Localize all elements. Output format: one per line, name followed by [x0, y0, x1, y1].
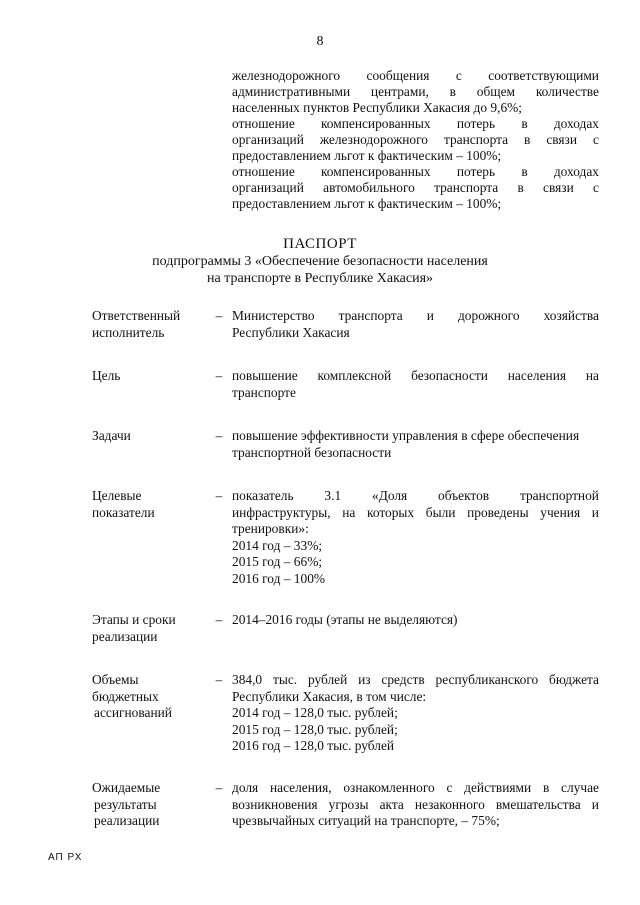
- row-dash: –: [215, 428, 223, 443]
- word: были: [425, 504, 456, 520]
- word: из: [358, 672, 371, 687]
- intro-text-block: [232, 68, 599, 212]
- value-line: 2016 год – 100%: [232, 570, 326, 586]
- label-line: Ответственный: [92, 308, 181, 323]
- word: повышение: [232, 368, 298, 383]
- word: акта: [379, 796, 404, 812]
- row-label: [92, 612, 202, 645]
- word: дорожного: [457, 308, 520, 323]
- value-line: [232, 488, 599, 505]
- word: на: [342, 504, 356, 520]
- value-line: Республики Хакасия, в том числе:: [232, 688, 427, 704]
- intro-line: предоставлением льгот к фактическим – 100%;: [232, 148, 502, 163]
- word: учения: [540, 504, 581, 520]
- word: рублей: [307, 672, 348, 687]
- label-line: показатели: [92, 504, 155, 520]
- word: автомобильного: [323, 180, 415, 195]
- label-line: Цель: [92, 368, 121, 383]
- word: доходах: [553, 164, 599, 179]
- value-line: транспорте: [232, 384, 296, 400]
- word: действиями: [464, 780, 532, 795]
- intro-line: [232, 132, 599, 148]
- word: административными: [232, 84, 351, 99]
- word: и: [591, 796, 599, 812]
- row-value: [232, 612, 599, 629]
- label-line: реализации: [92, 628, 158, 644]
- word: потерь: [456, 164, 496, 179]
- word: в: [524, 132, 531, 147]
- word: организаций: [232, 180, 304, 195]
- word: компенсированных: [320, 116, 431, 131]
- word: возникновения: [232, 796, 318, 812]
- value-line: [232, 672, 599, 689]
- word: транспорта: [338, 308, 403, 323]
- value-line: 2015 год – 66%;: [232, 554, 323, 569]
- word: показатель: [232, 488, 294, 503]
- row-dash: –: [215, 780, 223, 795]
- word: с: [593, 180, 599, 195]
- passport-subtitle: подпрограммы 3 «Обеспечение безопасности населения: [152, 254, 488, 269]
- value-line: чрезвычайных ситуаций на транспорте, – 75%;: [232, 813, 500, 828]
- label-line: исполнитель: [92, 324, 165, 340]
- word: республиканского: [435, 672, 539, 687]
- word: проведены: [467, 504, 529, 520]
- row-value: [232, 308, 599, 341]
- row-label: [92, 368, 202, 385]
- word: тыс.: [272, 672, 298, 687]
- row-value: [232, 780, 599, 830]
- value-line: 2014–2016 годы (этапы не выделяются): [232, 612, 458, 627]
- value-line: [232, 368, 599, 385]
- row-dash: –: [215, 672, 223, 687]
- intro-line: [232, 84, 599, 100]
- word: транспорта: [434, 180, 499, 195]
- label-line: реализации: [94, 813, 160, 828]
- word: 3.1: [324, 488, 342, 503]
- word: незаконного: [414, 796, 485, 812]
- word: средств: [381, 672, 425, 687]
- value-line: 2015 год – 128,0 тыс. рублей;: [232, 721, 398, 737]
- word: «Доля: [372, 488, 408, 503]
- intro-line: населенных пунктов Республики Хакасия до 9,6%;: [232, 100, 523, 115]
- value-line: [232, 797, 599, 814]
- word: транспорта: [443, 132, 509, 147]
- word: связи: [543, 180, 574, 195]
- word: хозяйства: [543, 308, 599, 323]
- word: в: [542, 780, 550, 795]
- word: Министерство: [232, 308, 315, 323]
- value-line: [232, 308, 599, 325]
- value-line: 2014 год – 33%;: [232, 537, 323, 553]
- value-line: транспортной безопасности: [232, 444, 392, 460]
- word: железнодорожного: [319, 132, 428, 147]
- word: организаций: [232, 132, 304, 147]
- row-dash: –: [215, 368, 223, 383]
- word: с: [455, 68, 462, 83]
- word: на: [585, 368, 599, 383]
- passport-subtitle: на транспорте в Республике Хакасия»: [206, 271, 434, 286]
- word: компенсированных: [320, 164, 431, 179]
- word: сообщения: [366, 68, 430, 83]
- intro-line: [232, 116, 599, 132]
- footer-stamp-mark: АП РХ: [48, 852, 83, 863]
- row-value: [232, 488, 599, 587]
- intro-line: [232, 180, 599, 196]
- intro-line: предоставлением льгот к фактическим – 100%;: [232, 196, 502, 211]
- word: железнодорожного: [232, 68, 341, 83]
- word: в: [517, 180, 524, 195]
- word: которых: [367, 504, 415, 520]
- word: соответствующими: [488, 68, 599, 83]
- word: количестве: [535, 84, 599, 99]
- value-line: [232, 780, 599, 797]
- word: связи: [546, 132, 578, 147]
- label-line: ассигнований: [94, 705, 172, 720]
- word: доходах: [553, 116, 599, 131]
- value-line: повышение эффективности управления в сфере обеспечения: [232, 428, 580, 443]
- word: доля: [232, 780, 259, 795]
- word: 384,0: [232, 672, 263, 687]
- label-line: Объемы: [92, 672, 139, 687]
- label-line: Этапы и сроки: [92, 612, 176, 627]
- word: в: [521, 164, 528, 179]
- word: безопасности: [411, 368, 488, 383]
- word: населения: [507, 368, 567, 383]
- value-line: [232, 505, 599, 522]
- word: отношение: [232, 164, 295, 179]
- word: вмешательства: [495, 796, 581, 812]
- word: объектов: [438, 488, 490, 503]
- word: ознакомленного: [343, 780, 435, 795]
- value-line: 2016 год – 128,0 тыс. рублей: [232, 738, 395, 753]
- value-line: 2014 год – 128,0 тыс. рублей;: [232, 705, 398, 720]
- passport-heading: [0, 236, 640, 287]
- row-value: [232, 368, 599, 401]
- word: в: [449, 84, 456, 99]
- word: бюджета: [549, 672, 599, 687]
- intro-line: [232, 68, 599, 84]
- word: угрозы: [328, 796, 369, 812]
- row-label: [92, 780, 202, 830]
- word: населения,: [269, 780, 332, 795]
- label-line: бюджетных: [92, 688, 159, 704]
- word: общем: [476, 84, 516, 99]
- value-line: Республики Хакасия: [232, 324, 350, 340]
- word: центрами,: [370, 84, 429, 99]
- label-line: Целевые: [92, 488, 142, 503]
- row-label: [92, 308, 202, 341]
- row-dash: –: [215, 308, 223, 323]
- word: потерь: [456, 116, 496, 131]
- row-dash: –: [215, 612, 223, 627]
- row-label: [92, 488, 202, 521]
- row-value: [232, 672, 599, 755]
- word: и: [426, 308, 434, 323]
- word: случае: [561, 780, 599, 795]
- word: инфраструктуры,: [232, 504, 331, 520]
- word: транспортной: [519, 488, 599, 503]
- row-label: [92, 428, 202, 445]
- value-line: тренировки»:: [232, 521, 309, 536]
- label-line: Ожидаемые: [92, 780, 161, 795]
- word: с: [446, 780, 453, 795]
- passport-title: ПАСПОРТ: [283, 236, 357, 252]
- label-line: результаты: [94, 796, 157, 812]
- row-value: [232, 428, 599, 461]
- word: с: [593, 132, 599, 147]
- row-dash: –: [215, 488, 223, 503]
- page-number: 8: [316, 34, 324, 49]
- word: отношение: [232, 116, 295, 131]
- row-label: [92, 672, 202, 722]
- intro-line: [232, 164, 599, 180]
- word: комплексной: [317, 368, 392, 383]
- word: в: [521, 116, 528, 131]
- label-line: Задачи: [92, 428, 131, 443]
- word: и: [591, 504, 599, 520]
